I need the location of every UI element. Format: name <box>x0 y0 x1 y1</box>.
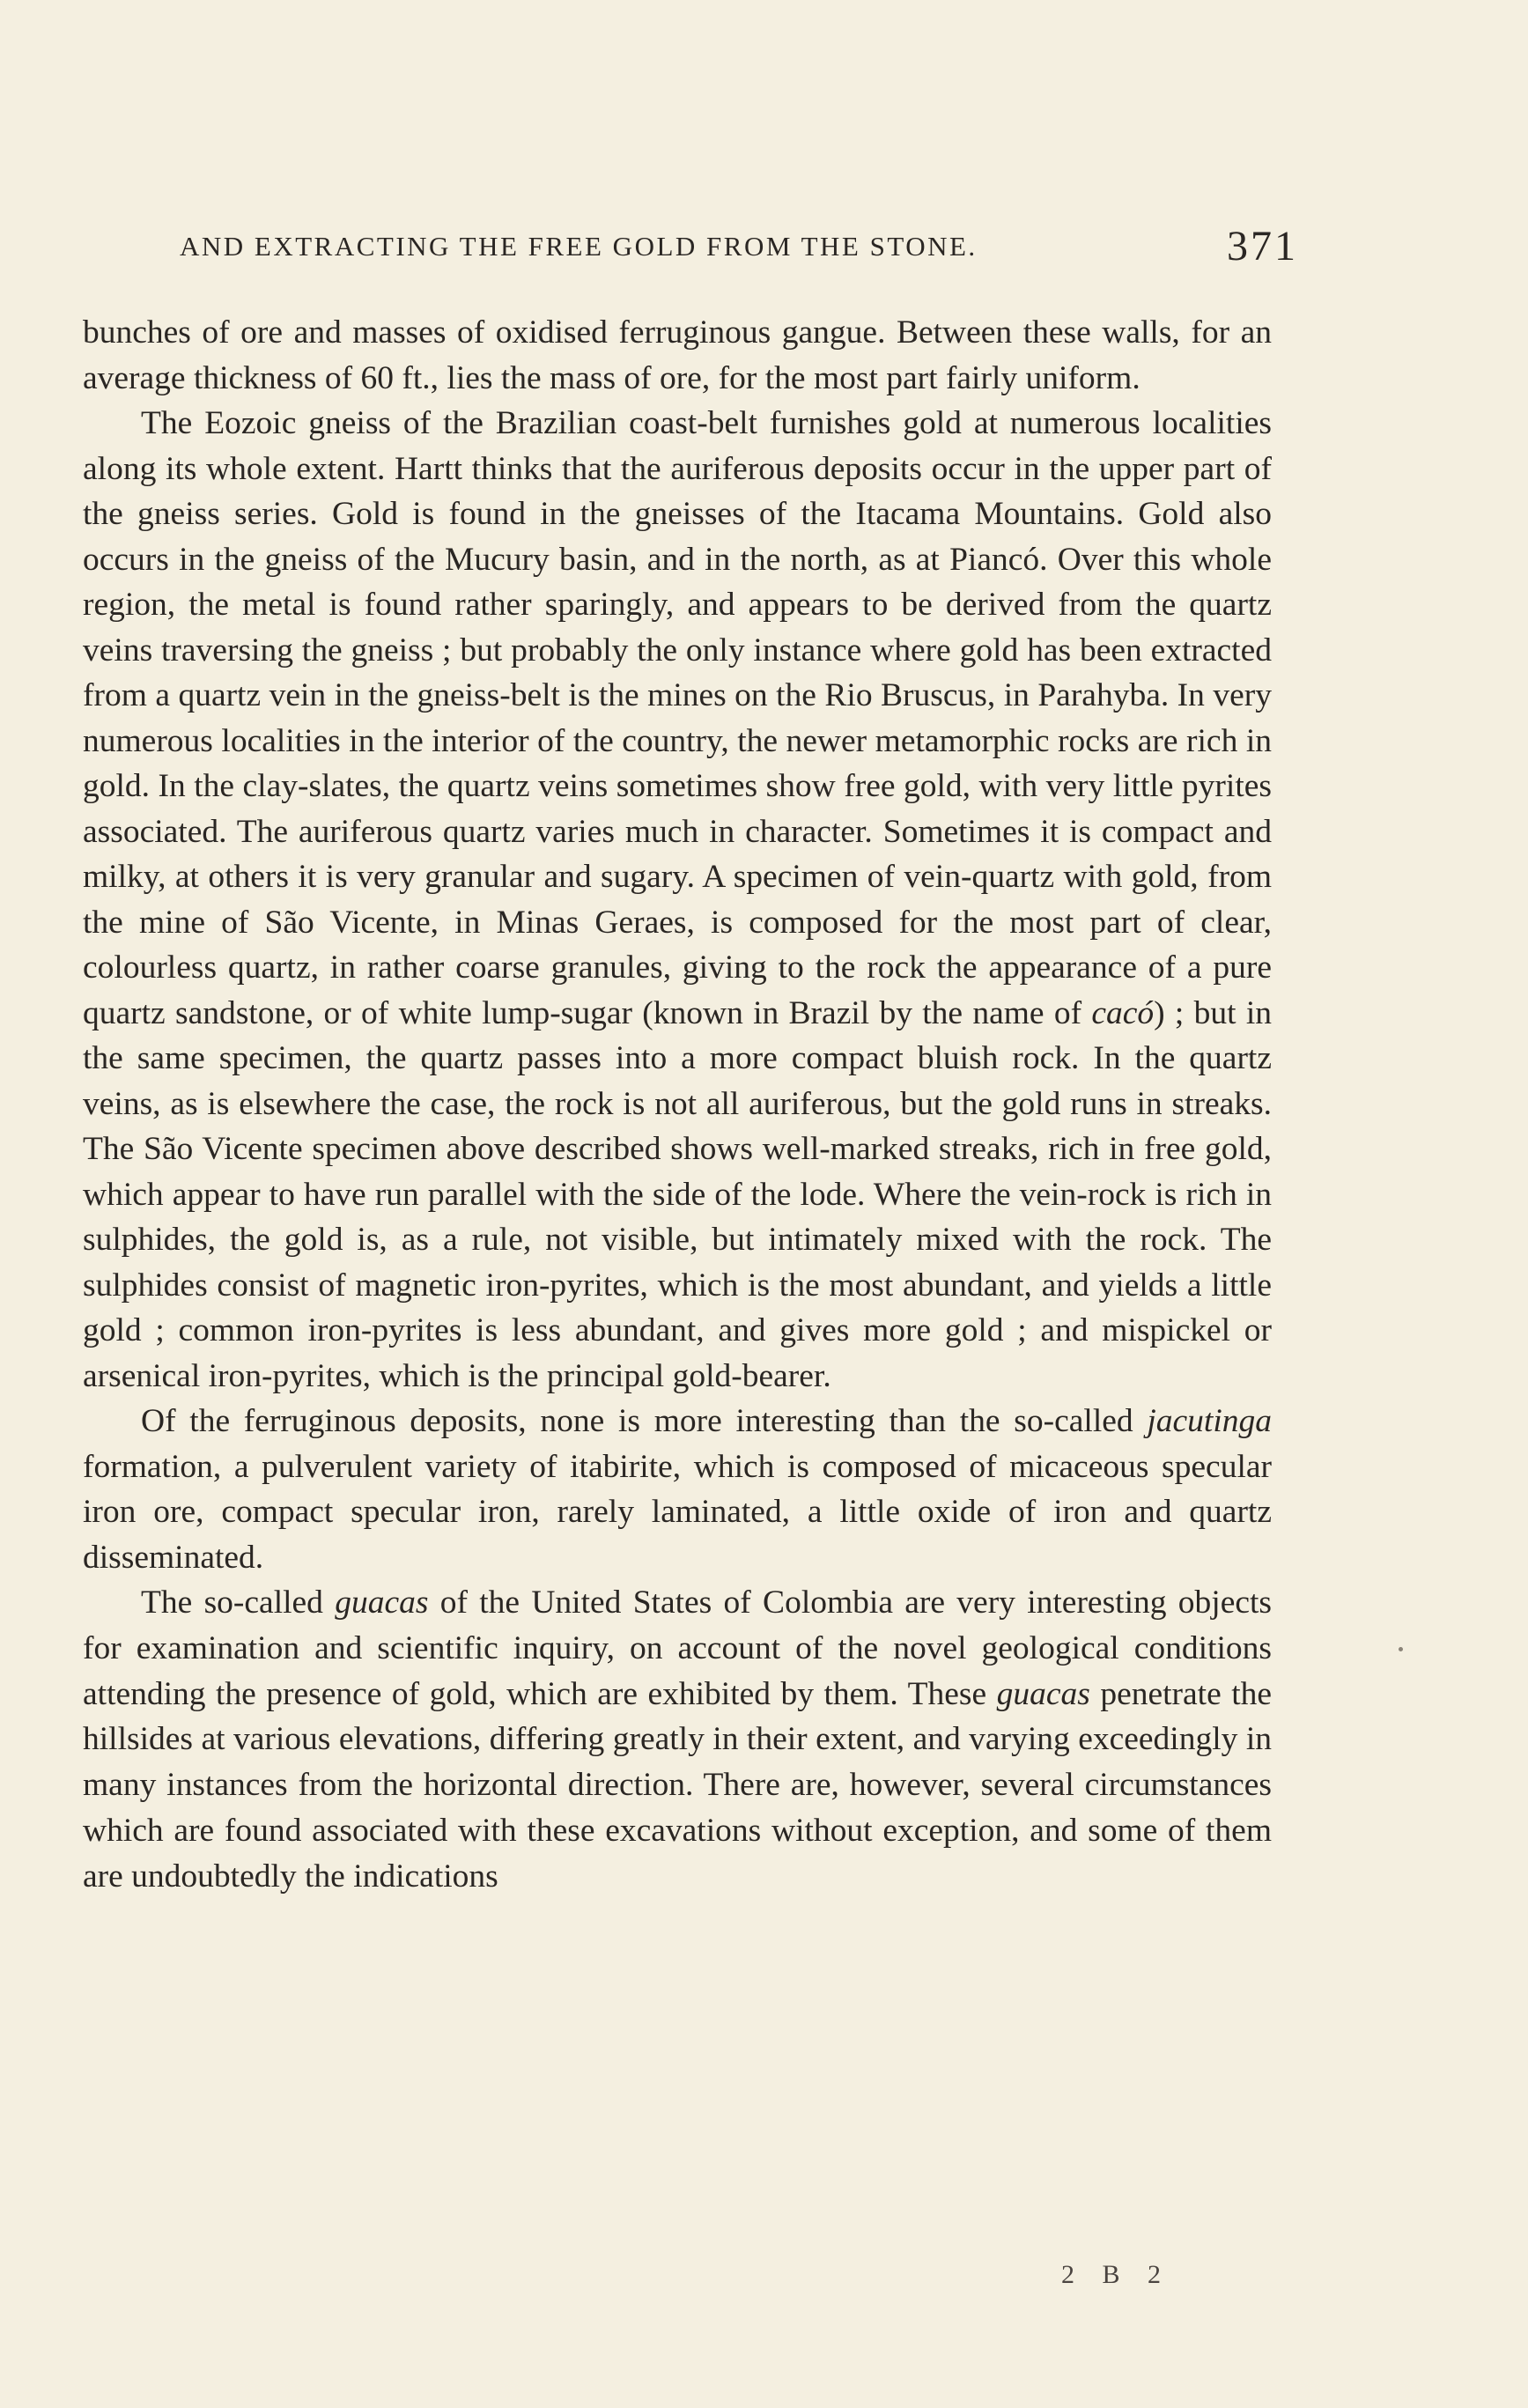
paragraph-2-text-after: ) ; but in the same specimen, the quartz passes into a more compact bluish rock. In the quartz veins, as is elsewhere the case, the rock is not all auriferous, but the gold runs in streaks. The São Vicente specimen above described shows well-marked streaks, rich in free gold, which appear to have run parallel with the side of the lode. Where the vein-rock is rich in sulphides, the gold is, as a rule, not visible, but intimately mixed with the rock. The sulphides consist of magnetic iron-pyrites, which is the most abundant, and yields a little gold ; common iron-pyrites is less abundant, and gives more gold ; and mispickel or arsenical iron-pyrites, which is the principal gold-bearer. <box>83 994 1272 1394</box>
paper-speck <box>1399 1647 1403 1651</box>
paragraph-1 <box>83 310 1272 401</box>
page-number: 371 <box>1227 223 1298 270</box>
paragraph-3-text-after: formation, a pulverulent variety of itabirite, which is composed of micaceous specular iron ore, compact specular iron, rarely laminated, a little oxide of iron and quartz disseminated. <box>83 1448 1272 1576</box>
paragraph-4-text-after: penetrate the hillsides at various elevations, differing greatly in their extent, and varying exceedingly in many instances from the horizontal direction. There are, however, several circumstances which are found associated with these excavations without exception, and some of them are undoubtedly the indications <box>83 1675 1273 1895</box>
paragraph-1-text: bunches of ore and masses of oxidised ferruginous gangue. Between these walls, for an average thickness of 60 ft., lies the mass of ore, for the most part fairly uniform. <box>83 314 1272 396</box>
paragraph-4 <box>83 1580 1272 1900</box>
paragraph-2 <box>83 401 1272 1399</box>
paragraph-4-text-mid: of the United States of Colombia are very interesting objects for examination and scientific inquiry, on account of the novel geological conditions attending the presence of gold, which are exhibited by them. These <box>83 1584 1273 1712</box>
paragraph-3-italic-term: jacutinga <box>1147 1403 1272 1439</box>
paragraph-3-text: Of the ferruginous deposits, none is more interesting than the so-called <box>141 1403 1148 1439</box>
paragraph-2-italic-term: cacó <box>1091 994 1155 1031</box>
paragraph-4-text: The so-called <box>141 1584 336 1621</box>
page-header <box>180 222 1298 275</box>
paragraph-2-text: The Eozoic gneiss of the Brazilian coast-belt furnishes gold at numerous localities along its whole extent. Hartt thinks that the auriferous deposits occur in the upper part of the gneiss series. Gold is found in the gneisses of the Itacama Mountains. Gold also occurs in the gneiss of the Mucury basin, and in the north, as at Piancó. Over this whole region, the metal is found rather sparingly, and appears to be derived from the quartz veins traversing the gneiss ; but probably the only instance where gold has been extracted from a quartz vein in the gneiss-belt is the mines on the Rio Bruscus, in Parahyba. In very numerous localities in the interior of the country, the newer metamorphic rocks are rich in gold. In the clay-slates, the quartz veins sometimes show free gold, with very little pyrites associated. The auriferous quartz varies much in character. Sometimes it is compact and milky, at others it is very granular and sugary. A specimen of vein-quartz with gold, from the mine of São Vicente, in Minas Geraes, is composed for the most part of clear, colourless quartz, in rather coarse granules, giving to the rock the appearance of a pure quartz sandstone, or of white lump-sugar (known in Brazil by the name of <box>83 405 1272 1031</box>
paragraph-4-italic-term: guacas <box>335 1584 429 1621</box>
paragraph-3 <box>83 1399 1272 1580</box>
signature-mark: 2 B 2 <box>1061 2260 1172 2289</box>
body-text <box>83 310 1272 1900</box>
running-head: AND EXTRACTING THE FREE GOLD FROM THE STONE. <box>180 231 978 262</box>
paragraph-4-italic-term-2: guacas <box>996 1675 1090 1712</box>
